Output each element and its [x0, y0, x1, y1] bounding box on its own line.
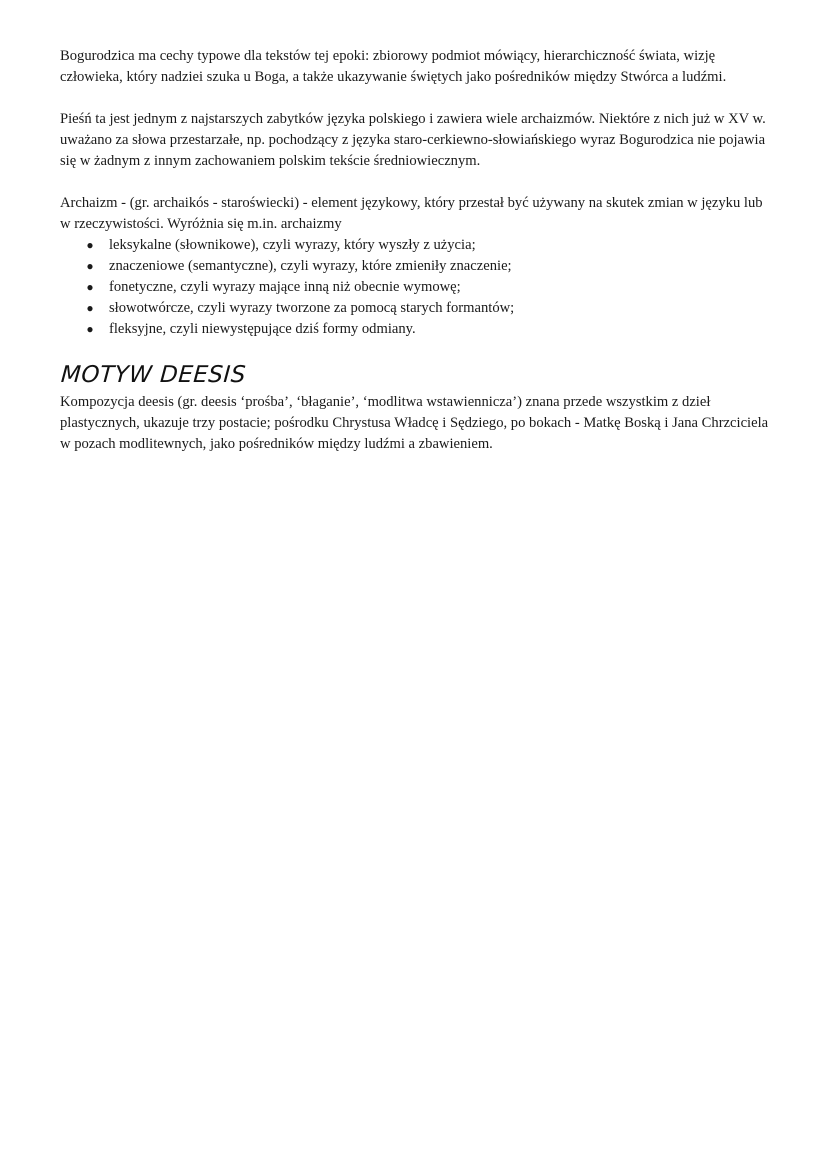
- list-item-text: fonetyczne, czyli wyrazy mające inną niż obecnie wymowę;: [109, 279, 461, 295]
- list-item-text: fleksyjne, czyli niewystępujące dziś formy odmiany.: [109, 321, 416, 337]
- archaism-types-list: [60, 235, 772, 340]
- list-item: [60, 319, 772, 340]
- list-item: [60, 235, 772, 256]
- list-item-text: znaczeniowe (semantyczne), czyli wyrazy, które zmieniły znaczenie;: [109, 258, 512, 274]
- paragraph-bogurodzica-features: Bogurodzica ma cechy typowe dla tekstów tej epoki: zbiorowy podmiot mówiący, hierarchiczność świata, wizję człowieka, który nadziei szuka u Boga, a także ukazywanie świętych jako pośredników między Stwórca a ludźmi.: [60, 48, 727, 85]
- archaism-definition-block: [60, 193, 772, 340]
- paragraph-archaisms-intro: Pieśń ta jest jednym z najstarszych zabytków języka polskiego i zawiera wiele archaizmów. Niektóre z nich już w XV w. uważano za słowa przestarzałe, np. pochodzący z języka staro-cerkiewno-słowiańskiego wyraz Bogurodzica nie pojawia się w żadnym z innym zachowaniem polskim tekście średniowiecznym.: [60, 111, 766, 169]
- bullet-icon: ●: [86, 322, 94, 336]
- list-item: [60, 298, 772, 319]
- bullet-icon: ●: [86, 259, 94, 273]
- list-item: [60, 256, 772, 277]
- bullet-icon: ●: [86, 301, 94, 315]
- bullet-icon: ●: [86, 280, 94, 294]
- section-heading-motyw-deesis: MOTYW DEESIS: [60, 362, 247, 388]
- paragraph-deesis-description: Kompozycja deesis (gr. deesis ‘prośba’, ‘błaganie’, ‘modlitwa wstawiennicza’) znana przede wszystkim z dzieł plastycznych, ukazuje trzy postacie; pośrodku Chrystusa Władcę i Sędziego, po bokach - Matkę Boską i Jana Chrzciciela w pozach modlitewnych, jako pośredników między ludźmi a zbawieniem.: [60, 394, 769, 452]
- list-item-text: leksykalne (słownikowe), czyli wyrazy, który wyszły z użycia;: [109, 237, 476, 253]
- bullet-icon: ●: [86, 238, 94, 252]
- paragraph-archaism-definition: Archaizm - (gr. archaikós - staroświecki) - element językowy, który przestał być używany na skutek zmian w języku lub w rzeczywistości. Wyróżnia się m.in. archaizmy: [60, 195, 763, 232]
- list-item: [60, 277, 772, 298]
- list-item-text: słowotwórcze, czyli wyrazy tworzone za pomocą starych formantów;: [109, 300, 515, 316]
- document-body: [60, 46, 772, 455]
